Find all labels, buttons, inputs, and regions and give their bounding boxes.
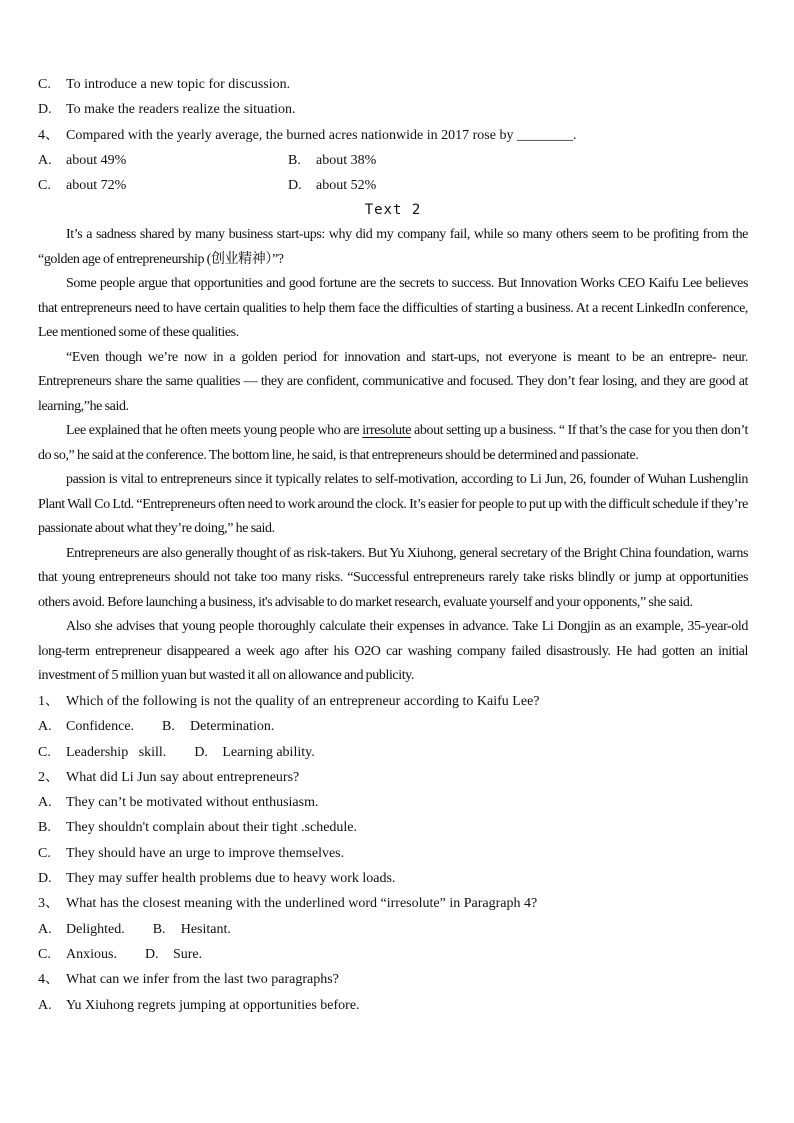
question-stem (38, 765, 748, 790)
text-segment: passion is vital to entrepreneurs since it typically relates to self-motivation, according to Li Jun, 26, founder of Wuhan Lushenglin Plant Wall Co Ltd. “Entrepreneurs often need to work around the clock. It’s easier for people to put up with the difficult schedule if they’re passionate about what they’re doing,” he said. (38, 472, 748, 537)
option-label: C. (38, 845, 51, 861)
question-text: Which of the following is not the quality of an entrepreneur according to Kaifu Lee? (66, 693, 540, 709)
passage-paragraph (38, 223, 748, 272)
option-label: D. (38, 871, 52, 887)
option-row (38, 72, 748, 97)
option-label: D. (38, 102, 52, 118)
option (38, 917, 125, 942)
option-text: about 72% (66, 178, 127, 194)
option (38, 97, 296, 122)
carryover-options (38, 72, 748, 123)
option-label: A. (38, 719, 52, 735)
option (288, 173, 538, 198)
option-row (38, 790, 748, 815)
passage-paragraphs (38, 223, 748, 689)
option-text: Hesitant. (180, 921, 231, 937)
carryover-question (38, 123, 748, 199)
passage-paragraph (38, 542, 748, 616)
option (38, 72, 290, 97)
question-text: What did Li Jun say about entrepreneurs? (66, 769, 300, 785)
option-text: Confidence. (66, 719, 135, 735)
option-label: C. (38, 77, 51, 92)
option-row (38, 97, 748, 122)
underlined-word: irresolute (362, 423, 412, 439)
option (38, 740, 166, 765)
option-label: D. (194, 744, 208, 760)
option-row (38, 866, 748, 891)
text-segment: Lee explained that he often meets young people who are (66, 423, 363, 439)
option-text: Learning ability. (222, 744, 315, 760)
option (153, 917, 231, 942)
option-text: To make the readers realize the situation. (66, 102, 296, 118)
option-row (38, 815, 748, 840)
option (38, 148, 288, 173)
option-text: They can’t be motivated without enthusiasm. (66, 795, 319, 811)
question-stem (38, 689, 748, 714)
option-label: C. (38, 178, 51, 194)
option-row (38, 714, 748, 739)
passage-paragraph (38, 346, 748, 420)
option-text: Determination. (190, 719, 275, 735)
passage-title: Text 2 (364, 202, 422, 219)
option-row (38, 942, 748, 967)
option-label: C. (38, 744, 51, 760)
option-text: about 52% (316, 178, 377, 194)
question-number: 2、 (38, 769, 59, 785)
option-label: A. (38, 997, 52, 1013)
option-row (38, 841, 748, 866)
questions (38, 689, 748, 1018)
option-label: A. (38, 795, 52, 811)
option (145, 942, 202, 967)
option-label: B. (162, 719, 175, 735)
passage-paragraph (38, 615, 748, 689)
option-label: B. (38, 820, 51, 836)
passage-paragraph (38, 419, 748, 468)
option-text: Sure. (172, 946, 203, 962)
option-text: They may suffer health problems due to heavy work loads. (66, 871, 396, 887)
option (38, 714, 134, 739)
question-stem (38, 967, 748, 992)
option-text: They should have an urge to improve themselves. (66, 845, 345, 861)
question-stem (38, 891, 748, 916)
option-text: about 38% (316, 152, 377, 168)
passage-paragraph (38, 468, 748, 542)
option-label: B. (152, 921, 166, 937)
option-text: about 49% (66, 152, 127, 168)
option-text: To introduce a new topic for discussion. (66, 77, 291, 92)
text-segment: Some people argue that opportunities and good fortune are the secrets to success. But Innovation Works CEO Kaifu Lee believes that entrepreneurs need to have certain qualities to help them face the difficulties of starting a business. At a recent LinkedIn conference, Lee mentioned some of these qualities. (38, 276, 748, 341)
option-text: Delighted. (66, 921, 125, 937)
question-stem (38, 123, 748, 148)
option-label: D. (288, 178, 302, 194)
option-label: C. (38, 946, 51, 962)
option-row (38, 148, 748, 173)
text-segment: It’s a sadness shared by many business start-ups: why did my company fail, while so many others seem to be profiting from the “golden age of entrepreneurship (创业精神）”? (38, 227, 748, 267)
option-text: Leadership skill. (66, 744, 167, 760)
question-number: 4、 (38, 127, 59, 143)
option (38, 993, 360, 1018)
option (38, 841, 344, 866)
question-text: Compared with the yearly average, the burned acres nationwide in 2017 rose by ________. (66, 127, 577, 143)
option (38, 790, 318, 815)
option (288, 148, 538, 173)
option-row (38, 917, 748, 942)
option-label: B. (288, 152, 301, 168)
option-label: A. (38, 921, 52, 937)
question-number: 1、 (38, 693, 59, 709)
question-number: 4、 (38, 972, 59, 988)
option (38, 942, 117, 967)
option (194, 740, 314, 765)
question-text: What can we infer from the last two paragraphs? (66, 972, 339, 988)
text-segment: Also she advises that young people thoroughly calculate their expenses in advance. Take Li Dongjin as an example, 35-year-old long-term entrepreneur disappeared a week ago after his O2O car washing company failed disastrously. He had gotten an initial investment of 5 million yuan but wasted it all on allowance and publicity. (38, 619, 748, 684)
text-segment: “Even though we’re now in a golden period for innovation and start-ups, not everyone is meant to be an entrepre- neur. Entrepreneurs share the same qualities — they are confident, communicative and focused. They don’t fear losing, and they are good at learning,”he said. (38, 349, 748, 414)
text-segment: about setting up a business. “ If that’s the case for you then don’t do so,” he said at the conference. The bottom line, he said, is that entrepreneurs should be determined and passionate. (38, 423, 749, 463)
option (38, 173, 288, 198)
question-number: 3、 (38, 896, 59, 912)
option (38, 866, 395, 891)
passage-paragraph (38, 272, 748, 346)
option-row (38, 173, 748, 198)
option-row (38, 993, 748, 1018)
option-label: D. (144, 946, 159, 962)
option (38, 815, 357, 840)
option-text: Anxious. (66, 946, 117, 962)
option (162, 714, 274, 739)
option-text: Yu Xiuhong regrets jumping at opportunities before. (66, 997, 360, 1013)
option-row (38, 740, 748, 765)
option-text: They shouldn't complain about their tight .schedule. (66, 820, 358, 836)
text-segment: Entrepreneurs are also generally thought of as risk-takers. But Yu Xiuhong, general secretary of the Bright China foundation, warns that young entrepreneurs should not take too many risks. “Successful entrepreneurs rarely take risks blindly or jump at opportunities others avoid. Before launching a business, it's advisable to do market research, evaluate yourself and your opponents,” she said. (38, 545, 748, 610)
question-text: What has the closest meaning with the underlined word “irresolute” in Paragraph 4? (66, 896, 538, 912)
option-label: A. (38, 152, 52, 168)
